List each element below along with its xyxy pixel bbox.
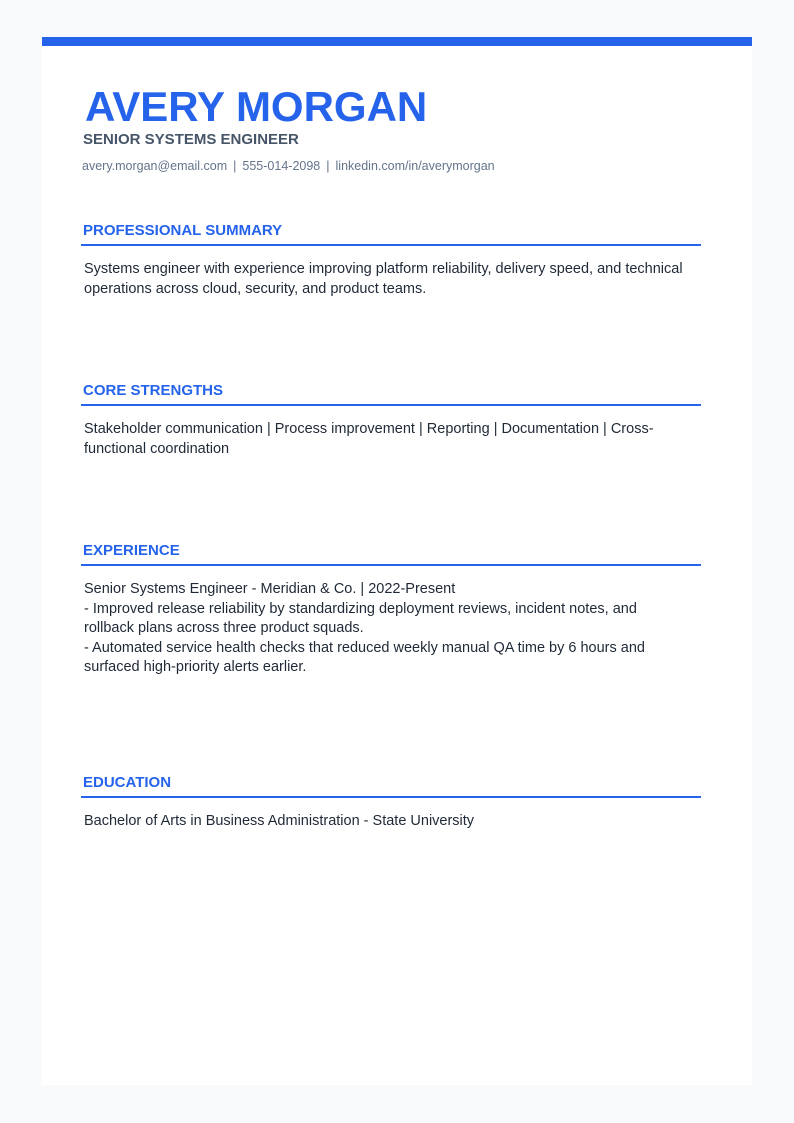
degree-line: Bachelor of Arts in Business Administration - State University	[84, 813, 475, 829]
core-strengths-section	[81, 381, 701, 459]
education-body	[84, 812, 684, 832]
section-heading: EXPERIENCE	[81, 541, 701, 566]
section-heading: EDUCATION	[81, 773, 701, 798]
section-heading: CORE STRENGTHS	[81, 381, 701, 406]
experience-bullet: - Improved release reliability by standardizing deployment reviews, incident notes, and rollback plans across three product squads.	[84, 600, 637, 636]
strengths-text	[84, 420, 684, 459]
contact-phone: 555-014-2098	[242, 159, 321, 173]
contact-line	[82, 157, 495, 175]
contact-linkedin[interactable]: linkedin.com/in/averymorgan	[335, 159, 495, 173]
section-heading: PROFESSIONAL SUMMARY	[81, 221, 701, 246]
summary-text	[84, 260, 684, 299]
candidate-role: SENIOR SYSTEMS ENGINEER	[83, 131, 299, 148]
resume-page	[42, 37, 752, 1085]
experience-bullet: - Automated service health checks that reduced weekly manual QA time by 6 hours and surfaced high-priority alerts earlier.	[84, 639, 645, 675]
professional-summary-section	[81, 221, 701, 299]
contact-email[interactable]: avery.morgan@email.com	[82, 159, 228, 173]
contact-separator: |	[326, 159, 330, 173]
accent-bar	[42, 37, 752, 46]
contact-separator: |	[233, 159, 237, 173]
summary-paragraph: Systems engineer with experience improving platform reliability, delivery speed, and technical operations across cloud, security, and product teams.	[84, 261, 683, 297]
experience-body	[84, 580, 684, 678]
strengths-paragraph: Stakeholder communication | Process improvement | Reporting | Documentation | Cross-functional coordination	[84, 421, 654, 457]
candidate-name: AVERY MORGAN	[85, 83, 428, 130]
job-title: Senior Systems Engineer - Meridian & Co. | 2022-Present	[84, 581, 456, 597]
experience-section	[81, 541, 701, 678]
education-section	[81, 773, 701, 832]
